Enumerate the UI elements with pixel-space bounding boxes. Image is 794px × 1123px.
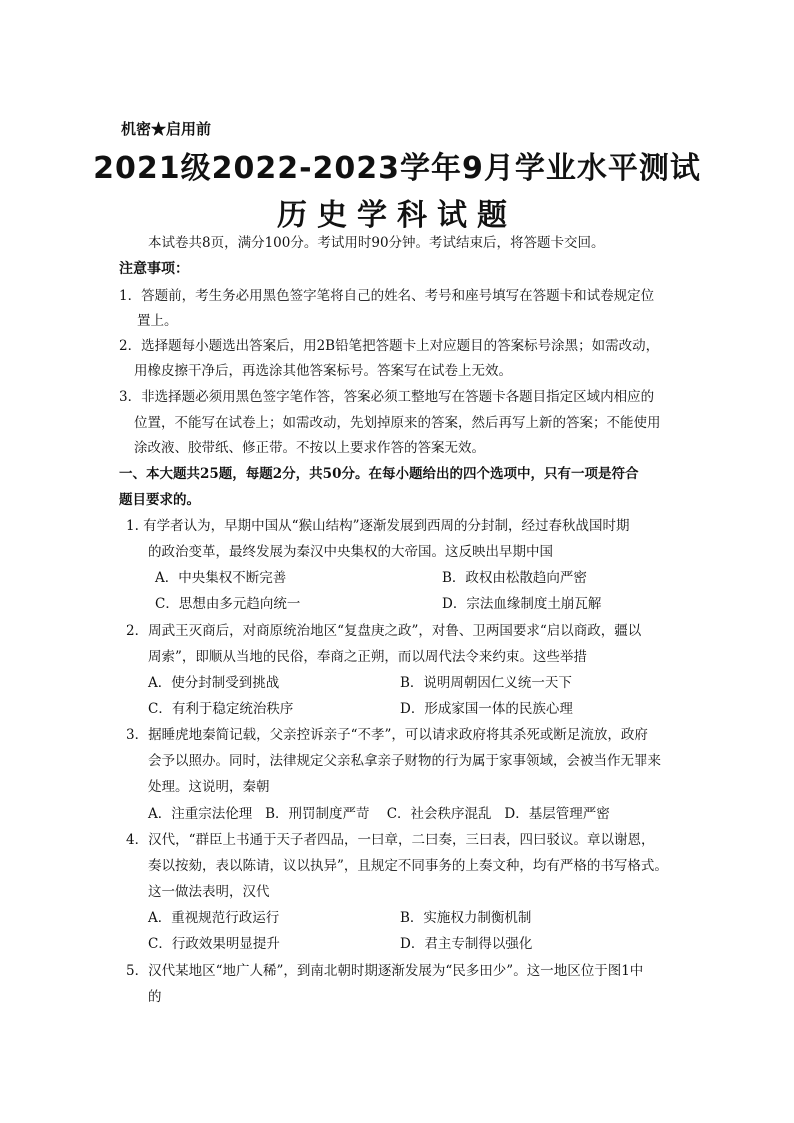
notice-line: 用橡皮擦干净后，再选涂其他答案标号。答案写在试卷上无效。 [134, 363, 512, 379]
section-heading: 一、本大题共25题，每题2分，共50分。在每小题给出的四个选项中，只有一项是符合 [119, 466, 639, 482]
question-4-option-d: D．君主专制得以强化 [400, 936, 533, 952]
question-1-line: 的政治变革，最终发展为秦汉中央集权的大帝国。这反映出早期中国 [148, 544, 553, 560]
exam-title: 2021级2022-2023学年9月学业水平测试 [93, 151, 701, 186]
question-4-line: 这一做法表明，汉代 [148, 884, 270, 900]
question-4-option-a: A．重视规范行政运行 [148, 910, 280, 926]
question-1-option-d: D．宗法血缘制度土崩瓦解 [442, 596, 602, 612]
question-2-option-a: A．使分封制受到挑战 [148, 675, 280, 691]
question-1-option-c: C．思想由多元趋向统一 [155, 596, 301, 612]
exam-intro: 本试卷共8页，满分100分。考试用时90分钟。考试结束后，将答题卡交回。 [148, 235, 605, 251]
question-2-option-c: C．有利于稳定统治秩序 [148, 701, 294, 717]
question-3-line: 处理。这说明，秦朝 [148, 779, 270, 795]
question-4-option-b: B．实施权力制衡机制 [400, 910, 532, 926]
question-4-line: 奏以按劾，表以陈请，议以执异”，且规定不同事务的上奏文种，均有严格的书写格式。 [148, 858, 668, 874]
question-2-line: 2．周武王灭商后，对商原统治地区“复盘庚之政”，对鲁、卫两国要求“启以商政，疆以 [126, 623, 642, 639]
notice-line: 位置，不能写在试卷上；如需改动，先划掉原来的答案，然后再写上新的答案；不能使用 [134, 415, 661, 431]
question-2-line: 周索”，即顺从当地的民俗，奉商之正朔，而以周代法令来约束。这些举措 [148, 649, 587, 665]
notice-line: 涂改液、胶带纸、修正带。不按以上要求作答的答案无效。 [134, 440, 485, 456]
question-2-option-b: B．说明周朝因仁义统一天下 [400, 675, 572, 691]
question-2-option-d: D．形成家国一体的民族心理 [400, 701, 573, 717]
question-3-line: 会予以照办。同时，法律规定父亲私拿亲子财物的行为属于家事领域，会被当作无罪来 [148, 753, 661, 769]
subject-title: 历史学科试题 [277, 198, 517, 233]
section-heading: 题目要求的。 [119, 492, 200, 508]
question-1-line: 1. 有学者认为，早期中国从“猴山结构”逐渐发展到西周的分封制，经过春秋战国时期 [126, 518, 630, 534]
question-5-line: 的 [148, 989, 162, 1005]
question-3-options: A．注重宗法伦理 B．刑罚制度严苛 C．社会秩序混乱 D．基层管理严密 [148, 806, 610, 822]
notice-line: 1．答题前，考生务必用黑色签字笔将自己的姓名、考号和座号填写在答题卡和试卷规定位 [119, 288, 655, 304]
notice-heading: 注意事项： [119, 261, 189, 277]
question-1-option-b: B．政权由松散趋向严密 [442, 570, 587, 586]
notice-line: 2．选择题每小题选出答案后，用2B铅笔把答题卡上对应题目的答案标号涂黑；如需改动， [119, 338, 660, 354]
question-5-line: 5．汉代某地区“地广人稀”，到南北朝时期逐渐发展为“民多田少”。这一地区位于图1中 [126, 963, 644, 979]
question-3-line: 3．据睡虎地秦简记载，父亲控诉亲子“不孝”，可以请求政府将其杀死或断足流放，政府 [126, 727, 648, 743]
notice-line: 3．非选择题必须用黑色签字笔作答，答案必须工整地写在答题卡各题目指定区域内相应的 [119, 389, 655, 405]
confidential-label: 机密★启用前 [121, 120, 212, 138]
question-1-option-a: A．中央集权不断完善 [155, 570, 287, 586]
notice-line: 置上。 [137, 313, 178, 329]
question-4-option-c: C．行政效果明显提升 [148, 936, 280, 952]
question-4-line: 4．汉代，“群臣上书通于天子者四品，一曰章，二曰奏，三曰表，四曰驳议。章以谢恩， [126, 832, 655, 848]
